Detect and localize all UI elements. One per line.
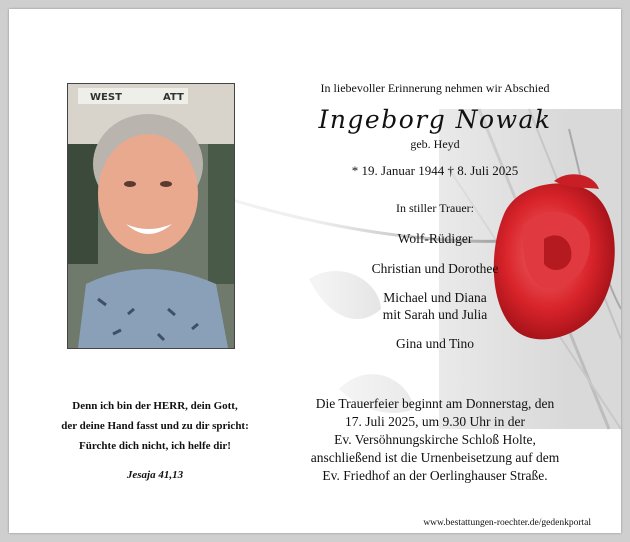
photo-sign-text: WEST <box>90 92 122 103</box>
family-line <box>285 289 585 323</box>
family-name: Wolf-Rüdiger <box>397 231 473 246</box>
service-line: Ev. Versöhnungskirche Schloß Holte, <box>334 432 536 447</box>
family-line <box>285 230 585 247</box>
verse-reference: Jesaja 41,13 <box>126 469 184 481</box>
verse-line: Denn ich bin der HERR, dein Gott, <box>72 400 238 412</box>
service-line: 17. Juli 2025, um 9.30 Uhr in der <box>345 414 525 429</box>
verse-line: der deine Hand fasst und zu dir spricht: <box>61 420 249 432</box>
deceased-name: Ingeborg Nowak <box>318 105 552 134</box>
obituary-card <box>9 9 621 533</box>
portrait-photo <box>67 83 235 349</box>
birth-name: geb. Heyd <box>410 137 460 151</box>
family-line <box>285 260 585 277</box>
mourning-intro: In stiller Trauer: <box>396 201 474 215</box>
bible-verse <box>45 396 265 456</box>
service-info <box>285 395 585 485</box>
family-name: Michael und Diana <box>383 290 487 305</box>
verse-line: Fürchte dich nicht, ich helfe dir! <box>79 440 231 452</box>
family-name-sub: mit Sarah und Julia <box>382 307 488 322</box>
photo-sign-text-right: ATT <box>163 92 184 103</box>
service-line: anschließend ist die Urnenbeisetzung auf dem <box>310 450 560 465</box>
life-dates: * 19. Januar 1944 † 8. Juli 2025 <box>351 163 519 178</box>
family-name: Gina und Tino <box>395 336 475 351</box>
service-line: Die Trauerfeier beginnt am Donnerstag, den <box>315 396 555 411</box>
service-line: Ev. Friedhof an der Oerlinghauser Straße. <box>322 468 548 483</box>
intro-text: In liebevoller Erinnerung nehmen wir Abschied <box>320 81 550 95</box>
family-name: Christian und Dorothee <box>371 261 499 276</box>
family-line <box>285 335 585 352</box>
website-link[interactable]: www.bestattungen-roechter.de/gedenkportal <box>423 518 591 528</box>
